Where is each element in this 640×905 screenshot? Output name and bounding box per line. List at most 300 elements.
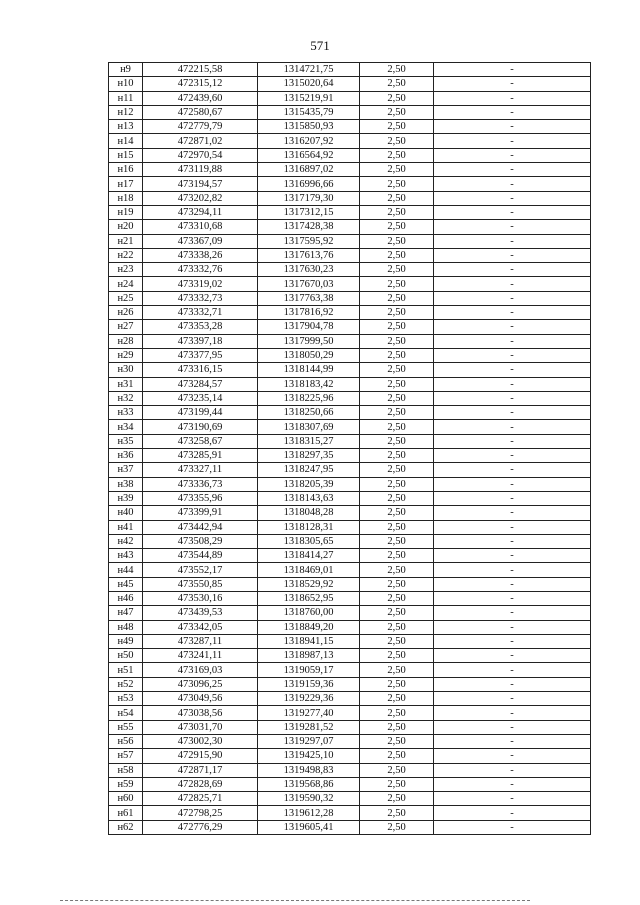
precision-cell: 2,50 xyxy=(360,563,434,577)
table-row xyxy=(109,163,591,177)
table-row xyxy=(109,477,591,491)
y-coordinate-cell: 1319498,83 xyxy=(258,763,360,777)
table-row xyxy=(109,63,591,77)
point-id-cell: н62 xyxy=(109,820,143,834)
y-coordinate-cell: 1318849,20 xyxy=(258,620,360,634)
precision-cell: 2,50 xyxy=(360,391,434,405)
precision-cell: 2,50 xyxy=(360,634,434,648)
y-coordinate-cell: 1316996,66 xyxy=(258,177,360,191)
x-coordinate-cell: 473285,91 xyxy=(143,449,258,463)
point-id-cell: н25 xyxy=(109,291,143,305)
precision-cell: 2,50 xyxy=(360,205,434,219)
precision-cell: 2,50 xyxy=(360,248,434,262)
table-row xyxy=(109,692,591,706)
note-cell: - xyxy=(434,263,591,277)
x-coordinate-cell: 473327,11 xyxy=(143,463,258,477)
x-coordinate-cell: 473190,69 xyxy=(143,420,258,434)
table-row xyxy=(109,591,591,605)
note-cell: - xyxy=(434,77,591,91)
table-row xyxy=(109,320,591,334)
point-id-cell: н37 xyxy=(109,463,143,477)
y-coordinate-cell: 1317179,30 xyxy=(258,191,360,205)
point-id-cell: н42 xyxy=(109,534,143,548)
note-cell: - xyxy=(434,706,591,720)
precision-cell: 2,50 xyxy=(360,734,434,748)
point-id-cell: н24 xyxy=(109,277,143,291)
table-row xyxy=(109,363,591,377)
x-coordinate-cell: 473338,26 xyxy=(143,248,258,262)
y-coordinate-cell: 1318307,69 xyxy=(258,420,360,434)
table-row xyxy=(109,449,591,463)
precision-cell: 2,50 xyxy=(360,620,434,634)
note-cell: - xyxy=(434,463,591,477)
point-id-cell: н44 xyxy=(109,563,143,577)
table-row xyxy=(109,577,591,591)
point-id-cell: н13 xyxy=(109,120,143,134)
y-coordinate-cell: 1317613,76 xyxy=(258,248,360,262)
x-coordinate-cell: 472580,67 xyxy=(143,105,258,119)
note-cell: - xyxy=(434,749,591,763)
precision-cell: 2,50 xyxy=(360,177,434,191)
table-row xyxy=(109,234,591,248)
x-coordinate-cell: 472798,25 xyxy=(143,806,258,820)
point-id-cell: н56 xyxy=(109,734,143,748)
precision-cell: 2,50 xyxy=(360,449,434,463)
precision-cell: 2,50 xyxy=(360,491,434,505)
point-id-cell: н61 xyxy=(109,806,143,820)
precision-cell: 2,50 xyxy=(360,277,434,291)
table-row xyxy=(109,391,591,405)
table-row xyxy=(109,263,591,277)
point-id-cell: н47 xyxy=(109,606,143,620)
point-id-cell: н58 xyxy=(109,763,143,777)
note-cell: - xyxy=(434,677,591,691)
precision-cell: 2,50 xyxy=(360,291,434,305)
table-row xyxy=(109,620,591,634)
precision-cell: 2,50 xyxy=(360,91,434,105)
note-cell: - xyxy=(434,291,591,305)
x-coordinate-cell: 473397,18 xyxy=(143,334,258,348)
y-coordinate-cell: 1318183,42 xyxy=(258,377,360,391)
table-row xyxy=(109,777,591,791)
table-row xyxy=(109,205,591,219)
x-coordinate-cell: 473355,96 xyxy=(143,491,258,505)
y-coordinate-cell: 1319281,52 xyxy=(258,720,360,734)
table-row xyxy=(109,334,591,348)
table-row xyxy=(109,534,591,548)
y-coordinate-cell: 1319159,36 xyxy=(258,677,360,691)
note-cell: - xyxy=(434,663,591,677)
y-coordinate-cell: 1317904,78 xyxy=(258,320,360,334)
precision-cell: 2,50 xyxy=(360,234,434,248)
note-cell: - xyxy=(434,620,591,634)
x-coordinate-cell: 473202,82 xyxy=(143,191,258,205)
precision-cell: 2,50 xyxy=(360,134,434,148)
y-coordinate-cell: 1318128,31 xyxy=(258,520,360,534)
note-cell: - xyxy=(434,420,591,434)
y-coordinate-cell: 1318143,63 xyxy=(258,491,360,505)
table-row xyxy=(109,792,591,806)
y-coordinate-cell: 1319297,07 xyxy=(258,734,360,748)
y-coordinate-cell: 1319229,36 xyxy=(258,692,360,706)
x-coordinate-cell: 473353,28 xyxy=(143,320,258,334)
x-coordinate-cell: 473336,73 xyxy=(143,477,258,491)
table-row xyxy=(109,220,591,234)
y-coordinate-cell: 1317595,92 xyxy=(258,234,360,248)
precision-cell: 2,50 xyxy=(360,363,434,377)
note-cell: - xyxy=(434,134,591,148)
x-coordinate-cell: 473399,91 xyxy=(143,506,258,520)
note-cell: - xyxy=(434,634,591,648)
note-cell: - xyxy=(434,563,591,577)
note-cell: - xyxy=(434,406,591,420)
y-coordinate-cell: 1318305,65 xyxy=(258,534,360,548)
y-coordinate-cell: 1319425,10 xyxy=(258,749,360,763)
table-row xyxy=(109,763,591,777)
x-coordinate-cell: 473332,73 xyxy=(143,291,258,305)
y-coordinate-cell: 1317670,03 xyxy=(258,277,360,291)
precision-cell: 2,50 xyxy=(360,720,434,734)
point-id-cell: н21 xyxy=(109,234,143,248)
x-coordinate-cell: 473096,25 xyxy=(143,677,258,691)
y-coordinate-cell: 1319612,28 xyxy=(258,806,360,820)
precision-cell: 2,50 xyxy=(360,63,434,77)
note-cell: - xyxy=(434,377,591,391)
table-row xyxy=(109,506,591,520)
precision-cell: 2,50 xyxy=(360,420,434,434)
precision-cell: 2,50 xyxy=(360,806,434,820)
x-coordinate-cell: 472871,17 xyxy=(143,763,258,777)
point-id-cell: н28 xyxy=(109,334,143,348)
x-coordinate-cell: 473294,11 xyxy=(143,205,258,219)
point-id-cell: н57 xyxy=(109,749,143,763)
y-coordinate-cell: 1319059,17 xyxy=(258,663,360,677)
note-cell: - xyxy=(434,763,591,777)
y-coordinate-cell: 1318247,95 xyxy=(258,463,360,477)
x-coordinate-cell: 473342,05 xyxy=(143,620,258,634)
y-coordinate-cell: 1318250,66 xyxy=(258,406,360,420)
precision-cell: 2,50 xyxy=(360,377,434,391)
table-row xyxy=(109,563,591,577)
y-coordinate-cell: 1315219,91 xyxy=(258,91,360,105)
precision-cell: 2,50 xyxy=(360,334,434,348)
precision-cell: 2,50 xyxy=(360,191,434,205)
table-row xyxy=(109,277,591,291)
precision-cell: 2,50 xyxy=(360,434,434,448)
point-id-cell: н51 xyxy=(109,663,143,677)
note-cell: - xyxy=(434,520,591,534)
point-id-cell: н54 xyxy=(109,706,143,720)
point-id-cell: н29 xyxy=(109,348,143,362)
note-cell: - xyxy=(434,205,591,219)
x-coordinate-cell: 473169,03 xyxy=(143,663,258,677)
x-coordinate-cell: 473310,68 xyxy=(143,220,258,234)
point-id-cell: н9 xyxy=(109,63,143,77)
note-cell: - xyxy=(434,91,591,105)
x-coordinate-cell: 472871,02 xyxy=(143,134,258,148)
note-cell: - xyxy=(434,306,591,320)
x-coordinate-cell: 473284,57 xyxy=(143,377,258,391)
point-id-cell: н36 xyxy=(109,449,143,463)
table-row xyxy=(109,291,591,305)
precision-cell: 2,50 xyxy=(360,477,434,491)
table-row xyxy=(109,649,591,663)
table-row xyxy=(109,663,591,677)
point-id-cell: н39 xyxy=(109,491,143,505)
point-id-cell: н11 xyxy=(109,91,143,105)
table-row xyxy=(109,677,591,691)
note-cell: - xyxy=(434,806,591,820)
precision-cell: 2,50 xyxy=(360,120,434,134)
x-coordinate-cell: 473287,11 xyxy=(143,634,258,648)
y-coordinate-cell: 1318760,00 xyxy=(258,606,360,620)
precision-cell: 2,50 xyxy=(360,677,434,691)
x-coordinate-cell: 473442,94 xyxy=(143,520,258,534)
x-coordinate-cell: 473530,16 xyxy=(143,591,258,605)
precision-cell: 2,50 xyxy=(360,105,434,119)
precision-cell: 2,50 xyxy=(360,663,434,677)
page-number: 571 xyxy=(310,38,330,53)
precision-cell: 2,50 xyxy=(360,577,434,591)
point-id-cell: н10 xyxy=(109,77,143,91)
note-cell: - xyxy=(434,148,591,162)
point-id-cell: н30 xyxy=(109,363,143,377)
x-coordinate-cell: 473031,70 xyxy=(143,720,258,734)
x-coordinate-cell: 473552,17 xyxy=(143,563,258,577)
table-row xyxy=(109,91,591,105)
table-row xyxy=(109,377,591,391)
point-id-cell: н34 xyxy=(109,420,143,434)
y-coordinate-cell: 1318225,96 xyxy=(258,391,360,405)
y-coordinate-cell: 1315435,79 xyxy=(258,105,360,119)
point-id-cell: н59 xyxy=(109,777,143,791)
point-id-cell: н17 xyxy=(109,177,143,191)
note-cell: - xyxy=(434,734,591,748)
note-cell: - xyxy=(434,277,591,291)
note-cell: - xyxy=(434,320,591,334)
x-coordinate-cell: 473544,89 xyxy=(143,549,258,563)
y-coordinate-cell: 1317816,92 xyxy=(258,306,360,320)
x-coordinate-cell: 472315,12 xyxy=(143,77,258,91)
x-coordinate-cell: 473377,95 xyxy=(143,348,258,362)
y-coordinate-cell: 1315020,64 xyxy=(258,77,360,91)
precision-cell: 2,50 xyxy=(360,706,434,720)
precision-cell: 2,50 xyxy=(360,649,434,663)
coordinates-table xyxy=(108,62,591,835)
note-cell: - xyxy=(434,506,591,520)
y-coordinate-cell: 1318652,95 xyxy=(258,591,360,605)
y-coordinate-cell: 1318297,35 xyxy=(258,449,360,463)
coordinates-table-body xyxy=(109,63,591,835)
note-cell: - xyxy=(434,534,591,548)
point-id-cell: н19 xyxy=(109,205,143,219)
table-row xyxy=(109,191,591,205)
point-id-cell: н22 xyxy=(109,248,143,262)
point-id-cell: н52 xyxy=(109,677,143,691)
note-cell: - xyxy=(434,63,591,77)
note-cell: - xyxy=(434,363,591,377)
precision-cell: 2,50 xyxy=(360,692,434,706)
point-id-cell: н41 xyxy=(109,520,143,534)
table-row xyxy=(109,148,591,162)
note-cell: - xyxy=(434,449,591,463)
precision-cell: 2,50 xyxy=(360,749,434,763)
note-cell: - xyxy=(434,105,591,119)
precision-cell: 2,50 xyxy=(360,77,434,91)
x-coordinate-cell: 473439,53 xyxy=(143,606,258,620)
precision-cell: 2,50 xyxy=(360,820,434,834)
point-id-cell: н31 xyxy=(109,377,143,391)
x-coordinate-cell: 473038,56 xyxy=(143,706,258,720)
x-coordinate-cell: 473194,57 xyxy=(143,177,258,191)
table-row xyxy=(109,348,591,362)
table-row xyxy=(109,820,591,834)
x-coordinate-cell: 473508,29 xyxy=(143,534,258,548)
y-coordinate-cell: 1317312,15 xyxy=(258,205,360,219)
y-coordinate-cell: 1318205,39 xyxy=(258,477,360,491)
point-id-cell: н14 xyxy=(109,134,143,148)
precision-cell: 2,50 xyxy=(360,534,434,548)
note-cell: - xyxy=(434,649,591,663)
table-row xyxy=(109,606,591,620)
note-cell: - xyxy=(434,191,591,205)
note-cell: - xyxy=(434,391,591,405)
y-coordinate-cell: 1316564,92 xyxy=(258,148,360,162)
note-cell: - xyxy=(434,491,591,505)
note-cell: - xyxy=(434,120,591,134)
precision-cell: 2,50 xyxy=(360,163,434,177)
table-row xyxy=(109,463,591,477)
y-coordinate-cell: 1319605,41 xyxy=(258,820,360,834)
precision-cell: 2,50 xyxy=(360,320,434,334)
precision-cell: 2,50 xyxy=(360,606,434,620)
x-coordinate-cell: 472776,29 xyxy=(143,820,258,834)
x-coordinate-cell: 473332,76 xyxy=(143,263,258,277)
point-id-cell: н27 xyxy=(109,320,143,334)
y-coordinate-cell: 1318414,27 xyxy=(258,549,360,563)
precision-cell: 2,50 xyxy=(360,591,434,605)
note-cell: - xyxy=(434,720,591,734)
table-row xyxy=(109,306,591,320)
table-row xyxy=(109,706,591,720)
x-coordinate-cell: 472970,54 xyxy=(143,148,258,162)
note-cell: - xyxy=(434,606,591,620)
y-coordinate-cell: 1317763,38 xyxy=(258,291,360,305)
y-coordinate-cell: 1316897,02 xyxy=(258,163,360,177)
point-id-cell: н12 xyxy=(109,105,143,119)
x-coordinate-cell: 473258,67 xyxy=(143,434,258,448)
note-cell: - xyxy=(434,348,591,362)
table-row xyxy=(109,248,591,262)
note-cell: - xyxy=(434,220,591,234)
y-coordinate-cell: 1315850,93 xyxy=(258,120,360,134)
point-id-cell: н50 xyxy=(109,649,143,663)
precision-cell: 2,50 xyxy=(360,220,434,234)
table-row xyxy=(109,491,591,505)
table-row xyxy=(109,549,591,563)
table-row xyxy=(109,749,591,763)
table-row xyxy=(109,806,591,820)
table-row xyxy=(109,120,591,134)
y-coordinate-cell: 1318529,92 xyxy=(258,577,360,591)
note-cell: - xyxy=(434,477,591,491)
note-cell: - xyxy=(434,577,591,591)
x-coordinate-cell: 473002,30 xyxy=(143,734,258,748)
point-id-cell: н26 xyxy=(109,306,143,320)
point-id-cell: н20 xyxy=(109,220,143,234)
x-coordinate-cell: 473049,56 xyxy=(143,692,258,706)
table-row xyxy=(109,734,591,748)
precision-cell: 2,50 xyxy=(360,792,434,806)
precision-cell: 2,50 xyxy=(360,777,434,791)
y-coordinate-cell: 1317999,50 xyxy=(258,334,360,348)
table-row xyxy=(109,420,591,434)
y-coordinate-cell: 1318315,27 xyxy=(258,434,360,448)
note-cell: - xyxy=(434,820,591,834)
point-id-cell: н53 xyxy=(109,692,143,706)
y-coordinate-cell: 1318469,01 xyxy=(258,563,360,577)
x-coordinate-cell: 472828,69 xyxy=(143,777,258,791)
x-coordinate-cell: 473332,71 xyxy=(143,306,258,320)
point-id-cell: н46 xyxy=(109,591,143,605)
table-row xyxy=(109,520,591,534)
x-coordinate-cell: 472439,60 xyxy=(143,91,258,105)
y-coordinate-cell: 1317428,38 xyxy=(258,220,360,234)
x-coordinate-cell: 473316,15 xyxy=(143,363,258,377)
x-coordinate-cell: 473119,88 xyxy=(143,163,258,177)
x-coordinate-cell: 472825,71 xyxy=(143,792,258,806)
point-id-cell: н15 xyxy=(109,148,143,162)
y-coordinate-cell: 1318987,13 xyxy=(258,649,360,663)
x-coordinate-cell: 472215,58 xyxy=(143,63,258,77)
note-cell: - xyxy=(434,177,591,191)
x-coordinate-cell: 473241,11 xyxy=(143,649,258,663)
point-id-cell: н55 xyxy=(109,720,143,734)
y-coordinate-cell: 1314721,75 xyxy=(258,63,360,77)
point-id-cell: н49 xyxy=(109,634,143,648)
precision-cell: 2,50 xyxy=(360,763,434,777)
note-cell: - xyxy=(434,248,591,262)
precision-cell: 2,50 xyxy=(360,148,434,162)
y-coordinate-cell: 1319568,86 xyxy=(258,777,360,791)
precision-cell: 2,50 xyxy=(360,406,434,420)
x-coordinate-cell: 473367,09 xyxy=(143,234,258,248)
x-coordinate-cell: 473550,85 xyxy=(143,577,258,591)
point-id-cell: н33 xyxy=(109,406,143,420)
y-coordinate-cell: 1318144,99 xyxy=(258,363,360,377)
x-coordinate-cell: 472779,79 xyxy=(143,120,258,134)
point-id-cell: н40 xyxy=(109,506,143,520)
precision-cell: 2,50 xyxy=(360,520,434,534)
x-coordinate-cell: 473319,02 xyxy=(143,277,258,291)
point-id-cell: н16 xyxy=(109,163,143,177)
y-coordinate-cell: 1319277,40 xyxy=(258,706,360,720)
note-cell: - xyxy=(434,777,591,791)
note-cell: - xyxy=(434,163,591,177)
y-coordinate-cell: 1318050,29 xyxy=(258,348,360,362)
table-row xyxy=(109,134,591,148)
table-row xyxy=(109,77,591,91)
point-id-cell: н18 xyxy=(109,191,143,205)
x-coordinate-cell: 473199,44 xyxy=(143,406,258,420)
x-coordinate-cell: 472915,90 xyxy=(143,749,258,763)
precision-cell: 2,50 xyxy=(360,263,434,277)
table-row xyxy=(109,406,591,420)
table-row xyxy=(109,105,591,119)
point-id-cell: н45 xyxy=(109,577,143,591)
point-id-cell: н48 xyxy=(109,620,143,634)
table-row xyxy=(109,177,591,191)
